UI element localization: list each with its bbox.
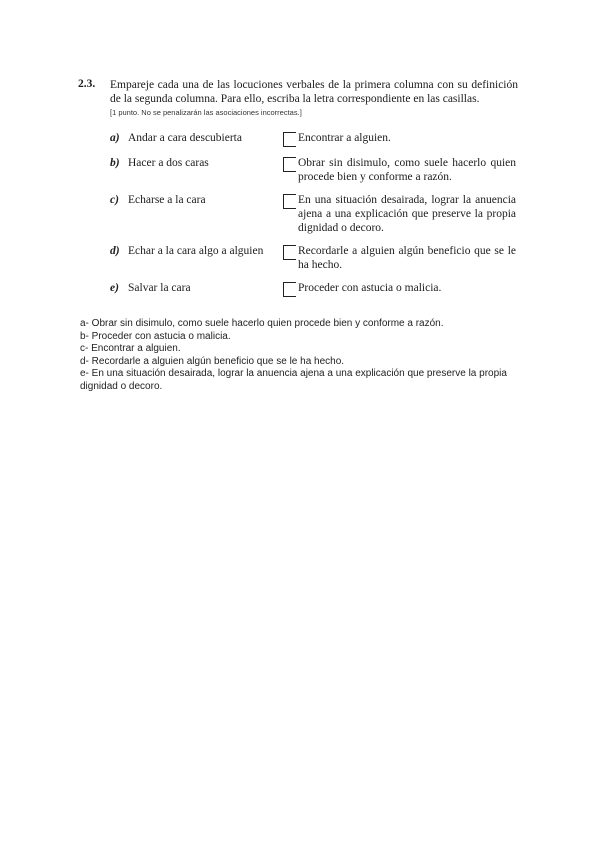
phrase-text: Echar a la cara algo a alguien xyxy=(128,245,264,257)
match-row xyxy=(110,193,518,235)
matching-table xyxy=(110,131,518,297)
match-row xyxy=(110,131,518,147)
exercise-block xyxy=(78,78,518,297)
answer-line: b- Proceder con astucia o malicia. xyxy=(80,330,231,342)
answer-line: c- Encontrar a alguien. xyxy=(80,343,181,354)
match-row xyxy=(110,244,518,272)
phrase-cell xyxy=(110,156,283,170)
definition-text: Recordarle a alguien algún beneficio que se le ha hecho. xyxy=(298,245,516,271)
phrase-text: Echarse a la cara xyxy=(128,194,206,206)
answer-box[interactable] xyxy=(283,282,296,297)
match-row xyxy=(110,281,518,297)
exercise-header xyxy=(78,78,518,106)
answer-box[interactable] xyxy=(283,245,296,260)
definition-text: Encontrar a alguien. xyxy=(298,132,391,144)
row-letter: a) xyxy=(110,132,120,144)
definition-text: Obrar sin disimulo, como suele hacerlo quien procede bien y conforme a razón. xyxy=(298,157,516,183)
answer-line: a- Obrar sin disimulo, como suele hacerlo quien procede bien y conforme a razón. xyxy=(80,318,444,329)
answer-list xyxy=(80,318,510,393)
answer-box[interactable] xyxy=(283,157,296,172)
row-letter: c) xyxy=(110,194,119,206)
answer-line: d- Recordarle a alguien algún beneficio que se le ha hecho. xyxy=(80,355,345,367)
phrase-text: Andar a cara descubierta xyxy=(128,132,242,144)
exercise-number: 2.3. xyxy=(78,78,96,90)
answer-box[interactable] xyxy=(283,194,296,209)
exercise-note: [1 punto. No se penalizarán las asociaciones incorrectas.] xyxy=(110,108,302,117)
row-letter: e) xyxy=(110,282,119,294)
definition-text: Proceder con astucia o malicia. xyxy=(298,282,442,294)
definition-text: En una situación desairada, lograr la anuencia ajena a una explicación que preserve la propia dignidad o decoro. xyxy=(298,194,516,234)
answer-line: e- En una situación desairada, lograr la anuencia ajena a una explicación que preserve la propia dignidad o decoro. xyxy=(80,368,507,392)
phrase-cell xyxy=(110,131,283,145)
phrase-cell xyxy=(110,281,283,295)
phrase-cell xyxy=(110,193,283,207)
match-row xyxy=(110,156,518,184)
row-letter: b) xyxy=(110,157,120,169)
phrase-text: Salvar la cara xyxy=(128,282,191,294)
row-letter: d) xyxy=(110,245,120,257)
phrase-cell xyxy=(110,244,283,258)
phrase-text: Hacer a dos caras xyxy=(128,157,209,169)
answer-box[interactable] xyxy=(283,132,296,147)
exercise-instruction: Empareje cada una de las locuciones verbales de la primera columna con su definición de la segunda columna. Para ello, escriba la letra correspondiente en las casillas. xyxy=(110,79,518,105)
